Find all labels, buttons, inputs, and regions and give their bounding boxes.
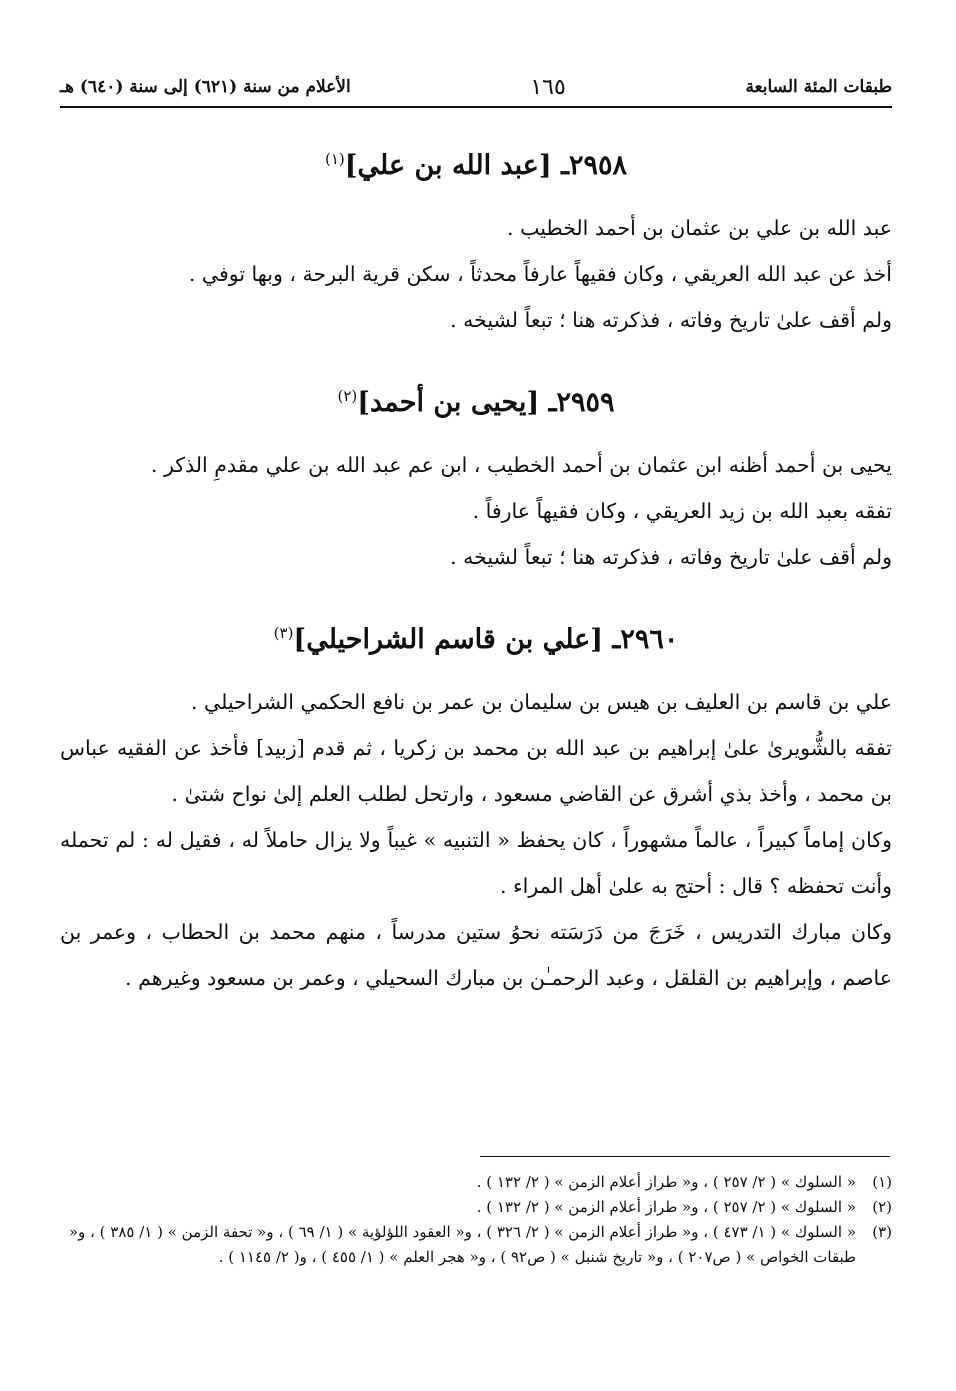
entry-paragraph: علي بن قاسم بن العليف بن هيس بن سليمان بن عمر بن نافع الحكمي الشراحيلي .	[190, 690, 892, 714]
footnotes	[60, 1170, 892, 1270]
footnote	[60, 1195, 892, 1220]
entry-2960	[60, 602, 892, 1001]
header-range-title: الأعلام من سنة (٦٢١) إلى سنة (٦٤٠) هـ	[60, 77, 351, 97]
entry-paragraph: تفقه بعبد الله بن زيد العريقي ، وكان فقيهاً عارفاً .	[472, 499, 892, 523]
footnote-ref[interactable]: (٣)	[273, 624, 294, 642]
footnote	[60, 1220, 892, 1270]
entry-paragraph: وكان إماماً كبيراً ، عالماً مشهوراً ، كان يحفظ « التنبيه » غيباً ولا يزال حاملاً له ، فقيل له : لم تحمله وأنت تحفظه ؟ قال : أحتج به علىٰ أهل المراء .	[60, 828, 892, 898]
footnote-text: « السلوك » ( ٢/ ٢٥٧ ) ، و« طراز أعلام الزمن » ( ٢/ ١٣٢ ) .	[476, 1173, 856, 1191]
entry-paragraph: يحيى بن أحمد أظنه ابن عثمان بن أحمد الخطيب ، ابن عم عبد الله بن علي مقدمِ الذكر .	[150, 453, 892, 477]
header-section-title: طبقات المئة السابعة	[745, 77, 892, 97]
footnote-divider	[480, 1156, 890, 1157]
entry-paragraph: ولم أقف علىٰ تاريخ وفاته ، فذكرته هنا ؛ تبعاً لشيخه .	[450, 545, 892, 569]
entry-paragraph: تفقه بالشُّويرىٰ علىٰ إبراهيم بن عبد الله بن محمد بن زكريا ، ثم قدم [زبيد] فأخذ عن الفقيه عباس بن محمد ، وأخذ بذي أشرق عن القاضي مسعود ، وارتحل لطلب العلم إلىٰ نواح شتىٰ .	[60, 736, 892, 806]
entry-2958	[60, 128, 892, 343]
entry-heading: ٢٩٥٩ـ [يحيى بن أحمد]$^{(٢)}$	[337, 387, 615, 418]
entry-heading: ٢٩٥٨ـ [عبد الله بن علي]$^{(١)}$	[324, 150, 628, 181]
footnote-text: « السلوك » ( ١/ ٤٧٣ ) ، و« طراز أعلام الزمن » ( ٢/ ٣٢٦ ) ، و« العقود اللؤلؤية » ( ١/ ٦٩ ) ، و« تحفة الزمن » ( ١/ ٣٨٥ ) ، و« طبقات الخواص » ( ص٢٠٧ ) ، و« تاريخ شنبل » ( ص٩٢ ) ، و« هجر العلم » ( ١/ ٤٥٥ ) ، و( ٢/ ١١٤٥ ) .	[68, 1223, 856, 1266]
footnote	[60, 1170, 892, 1195]
footnote-ref[interactable]: (١)	[324, 150, 345, 168]
footnote-text: « السلوك » ( ٢/ ٢٥٧ ) ، و« طراز أعلام الزمن » ( ٢/ ١٣٢ ) .	[476, 1198, 856, 1216]
entry-paragraph: وكان مبارك التدريس ، خَرَجَ من دَرَسَته نحوُ ستين مدرساً ، منهم محمد بن الحطاب ، وعمر بن عاصم ، وإبراهيم بن القلقل ، وعبد الرحمـٰن بن مبارك السحيلي ، وعمر بن مسعود وغيرهم .	[60, 920, 892, 990]
page-body	[60, 128, 892, 1001]
entry-paragraph: ولم أقف علىٰ تاريخ وفاته ، فذكرته هنا ؛ تبعاً لشيخه .	[450, 308, 892, 332]
footnote-number: (٢)	[872, 1198, 892, 1216]
running-header	[60, 70, 892, 104]
entry-paragraph: عبد الله بن علي بن عثمان بن أحمد الخطيب .	[507, 216, 892, 240]
footnote-number: (١)	[872, 1173, 892, 1191]
page-number: ١٦٥	[530, 74, 566, 100]
header-divider	[60, 106, 892, 108]
footnote-ref[interactable]: (٢)	[337, 387, 358, 405]
footnote-number: (٣)	[872, 1223, 892, 1241]
entry-paragraph: أخذ عن عبد الله العريقي ، وكان فقيهاً عارفاً محدثاً ، سكن قرية البرحة ، وبها توفي .	[188, 262, 892, 286]
entry-heading: ٢٩٦٠ـ [علي بن قاسم الشراحيلي]$^{(٣)}$	[273, 624, 679, 655]
entry-2959	[60, 365, 892, 580]
